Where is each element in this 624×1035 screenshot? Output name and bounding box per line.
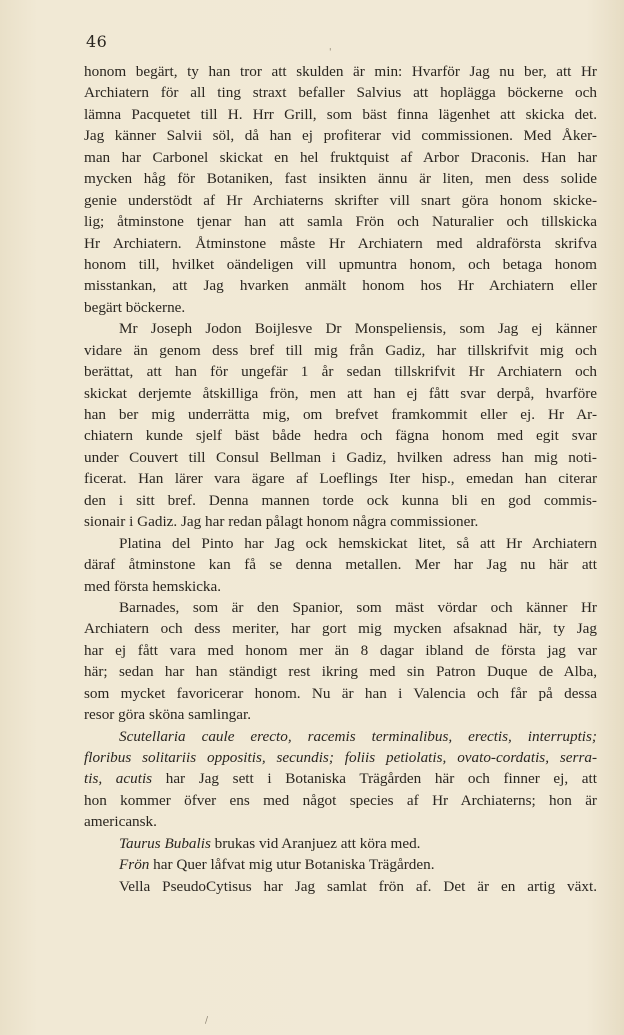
- text-line: ficerat. Han lärer vara ägare af Loeflings Iter hisp., emedan han citerar: [84, 470, 597, 488]
- text-line: lämna Pacquetet till H. Hrr Grill, som bäst finna lägenhet att skicka det.: [84, 105, 597, 123]
- text-line: Mr Joseph Jodon Boijlesve Dr Monspeliensis, som Jag ej känner: [119, 320, 597, 338]
- text-line: har ej fått vara med honom mer än 8 dagar ibland de första jag var: [84, 641, 597, 659]
- text-line: mycken håg för Botaniken, fast insikten ännu är liten, men dess solide: [84, 170, 597, 188]
- text-line: americansk.: [84, 813, 157, 831]
- text-line: som mycket favoricerar honom. Nu är han i Valencia och får på dessa: [84, 684, 597, 702]
- text-line: genie understödt af Hr Archiaterns skrifter vill snart göra honom skicke-: [84, 191, 597, 209]
- text-line: den i sitt bref. Denna mannen torde ock kunna bli en god commis-: [84, 491, 597, 509]
- text-line: honom till, hvilket oändeligen vill upmuntra honom, och betaga honom: [84, 255, 597, 273]
- text-line: Barnades, som är den Spanior, som mäst vördar och känner Hr: [119, 598, 597, 616]
- text-line: Vella PseudoCytisus har Jag samlat frön af. Det är en artig växt.: [119, 877, 597, 895]
- text-line: Platina del Pinto har Jag ock hemskickat litet, så att Hr Archiatern: [119, 534, 597, 552]
- text-line: [84, 747, 597, 768]
- text-line: [84, 726, 597, 747]
- text-line: Archiatern för all ting straxt befaller Salvius att hoplägga böckerne och: [84, 84, 597, 102]
- page-number: 46: [86, 32, 108, 51]
- text-line: [84, 833, 597, 854]
- italic-segment: Frön: [119, 856, 150, 874]
- text-line: misstankan, att Jag hvarken anmält honom hos Hr Archiatern eller: [84, 277, 597, 295]
- paper-speck: ': [329, 48, 332, 58]
- text-line: Archiatern och dess meriter, har gort mig mycken afsaknad här, ty Jag: [84, 620, 597, 638]
- text-line: resor göra sköna samlingar.: [84, 706, 252, 724]
- text-segment: har Jag sett i Botaniska Trägården här och finner ej, att: [152, 770, 597, 788]
- text-line: skickat derjemte åtskilliga frön, men att han ej fått svar derpå, hvarföre: [84, 384, 597, 402]
- text-line: lig; åtminstone tjenar han att samla Frön och Naturalier och tillskicka: [84, 213, 597, 231]
- text-line: Jag känner Salvii söl, då han ej profiterar vid commissionen. Med Åker-: [84, 127, 597, 145]
- paper-speck: /: [205, 1016, 209, 1026]
- text-line: man har Carbonel skickat en hel fruktquist af Arbor Draconis. Han har: [84, 148, 597, 166]
- text-line: [84, 768, 597, 789]
- italic-segment: tis, acutis: [84, 770, 153, 788]
- text-line: här; sedan har han ständigt rest ikring med sin Patron Duque de Alba,: [84, 663, 597, 681]
- text-line: vidare än genom dess bref till mig från Gadiz, har tillskrifvit mig och: [84, 341, 597, 359]
- text-segment: har Quer låfvat mig utur Botaniska Trägården.: [149, 856, 435, 874]
- text-line: hon kommer öfver ens med något species af Hr Archiaterns; hon är: [84, 791, 597, 809]
- text-line: däraf åtminstone kan få se denna metallen. Mer har Jag nu här att: [84, 556, 597, 574]
- text-line: honom begärt, ty han tror att skulden är min: Hvarför Jag nu ber, att Hr: [84, 63, 597, 80]
- text-segment: brukas vid Aranjuez att köra med.: [210, 834, 421, 852]
- text-line: begärt böckerne.: [84, 298, 186, 316]
- text-line: chiatern kunde sjelf bäst både hedra och fägna honom med egit svar: [84, 427, 597, 445]
- text-line: sionair i Gadiz. Jag har redan pålagt honom några commissioner.: [84, 513, 479, 531]
- italic-segment: Taurus Bubalis: [119, 834, 211, 852]
- text-line: han ber mig underrätta mig, om brefvet framkommit eller ej. Hr Ar-: [84, 406, 597, 423]
- text-line: med första hemskicka.: [84, 577, 222, 595]
- text-line: Hr Archiatern. Åtminstone måste Hr Archiatern med aldraförsta skrifva: [84, 234, 597, 252]
- text-line: under Couvert till Consul Bellman i Gadiz, hvilken adress han mig noti-: [84, 448, 597, 466]
- text-line: berättat, att han för ungefär 1 år sedan tillskrifvit Hr Archiatern och: [84, 363, 597, 381]
- italic-segment: floribus solitariis oppositis, secundis; foliis petiolatis, ovato-cordatis, serra-: [84, 749, 597, 766]
- text-line: [84, 854, 597, 875]
- italic-segment: Scutellaria caule erecto, racemis terminalibus, erectis, interruptis;: [119, 727, 597, 745]
- page-body-text: [84, 61, 597, 897]
